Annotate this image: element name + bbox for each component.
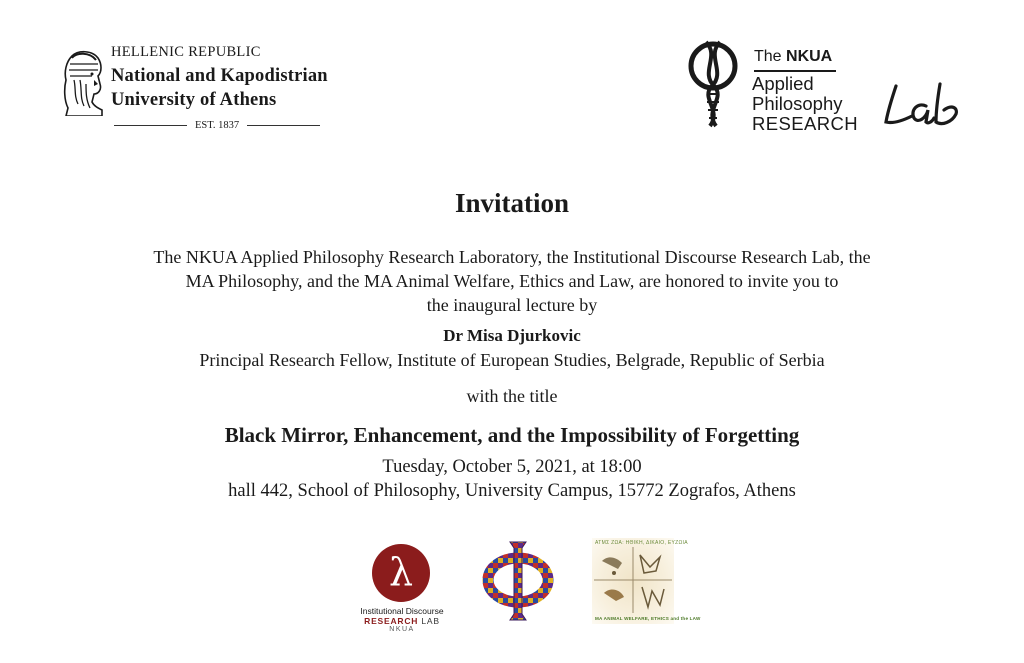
established-text: EST. 1837	[194, 119, 240, 131]
lab-name-line3: RESEARCH	[752, 113, 858, 134]
phi-dna-icon	[686, 36, 740, 132]
university-name-line2: University of Athens	[111, 90, 277, 110]
institutional-discourse-lab-logo	[360, 544, 444, 636]
lambda-icon	[372, 544, 430, 602]
divider	[114, 125, 187, 126]
idrl-lab: LAB	[418, 616, 440, 626]
lab-prefix-nkua: NKUA	[786, 48, 833, 65]
lab-name-line1: Applied	[752, 73, 814, 94]
lambda-symbol: λ	[388, 550, 414, 594]
lab-prefix	[754, 48, 832, 66]
university-established	[114, 118, 320, 132]
ma-philosophy-phi-icon	[478, 538, 558, 624]
university-country-line: HELLENIC REPUBLIC	[111, 44, 261, 60]
intro-line: MA Philosophy, and the MA Animal Welfare, Ethics and Law, are honored to invite you to	[185, 271, 839, 291]
invitation-intro	[0, 245, 1024, 317]
ma-animal-welfare-logo	[592, 538, 701, 624]
applied-philosophy-lab-logo	[686, 36, 976, 136]
with-title-text: with the title	[466, 386, 558, 406]
intro-line: the inaugural lecture by	[426, 295, 598, 315]
university-name-line1: National and Kapodistrian	[111, 66, 328, 86]
idrl-name-line1: Institutional Discourse	[360, 606, 444, 616]
speaker-affiliation: Principal Research Fellow, Institute of European Studies, Belgrade, Republic of Serbia	[199, 350, 825, 370]
divider	[247, 125, 320, 126]
divider	[754, 70, 836, 72]
ma-animal-bottom-text: MA ANIMAL WELFARE, ETHICS and the LAW	[595, 616, 701, 621]
lab-name-line2: Philosophy	[752, 93, 843, 114]
lab-prefix-the: The	[754, 48, 787, 65]
lecture-date-time: Tuesday, October 5, 2021, at 18:00	[382, 457, 642, 477]
invitation-title: Invitation	[454, 188, 570, 218]
nkua-logo	[62, 44, 392, 138]
lecture-location: hall 442, School of Philosophy, University Campus, 15772 Zografos, Athens	[228, 481, 796, 501]
speaker-name: Dr Misa Djurkovic	[443, 326, 581, 345]
athena-head-icon	[62, 50, 104, 116]
lab-script-logo	[882, 82, 964, 130]
animal-drawings-icon	[594, 547, 672, 613]
idrl-name-line2	[360, 616, 444, 626]
lecture-title: Black Mirror, Enhancement, and the Impossibility of Forgetting	[224, 423, 800, 447]
idrl-name-line3: NKUA	[389, 626, 415, 633]
intro-line: The NKUA Applied Philosophy Research Laboratory, the Institutional Discourse Research Lab, the	[153, 247, 871, 267]
idrl-research: RESEARCH	[364, 616, 419, 626]
ma-animal-top-text: ΑΤΜΣ ΖΩΑ: ΗΘΙΚΗ, ΔΙΚΑΙΟ, ΕΥΖΩΙΑ	[595, 540, 688, 546]
